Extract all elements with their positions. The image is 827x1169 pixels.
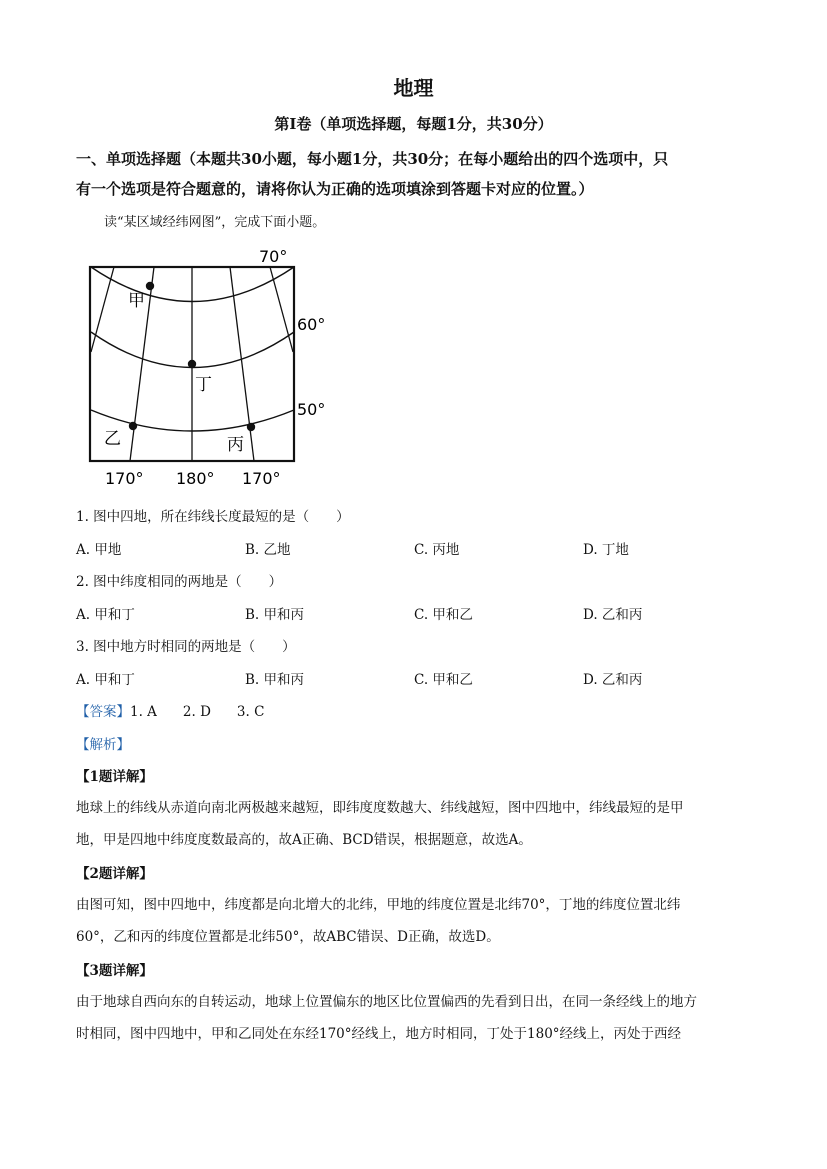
question-3: 3. 图中地方时相同的两地是（ ） (76, 639, 296, 655)
q1-option-c: C. 丙地 (414, 542, 460, 558)
q3-option-d: D. 乙和丙 (583, 672, 643, 688)
answer-3: 3. C (236, 704, 265, 720)
label-lat-60: 60° (297, 315, 326, 334)
label-yi: 乙 (104, 429, 121, 449)
q3-option-b: B. 甲和丙 (245, 672, 305, 688)
label-lon-180: 180° (176, 469, 215, 488)
answer-2: 2. D (182, 704, 211, 720)
q3-option-c: C. 甲和乙 (414, 672, 473, 688)
answer-1: 1. A (130, 704, 157, 720)
analysis-label: 【解析】 (76, 737, 130, 753)
question-2: 2. 图中纬度相同的两地是（ ） (76, 574, 283, 590)
q1-option-d: D. 丁地 (583, 542, 629, 558)
section-heading-line-2: 有一个选项是符合题意的，请将你认为正确的选项填涂到答题卡对应的位置。） (76, 180, 594, 198)
q2-option-b: B. 甲和丙 (245, 607, 305, 623)
figure-intro: 读“某区域经纬网图”，完成下面小题。 (104, 215, 326, 230)
detail-heading-1: 【1题详解】 (76, 769, 153, 785)
point-bing (247, 423, 255, 431)
detail-heading-2: 【2题详解】 (76, 866, 153, 882)
point-yi (129, 422, 137, 430)
label-lon-170-left: 170° (105, 469, 144, 488)
point-jia (146, 282, 154, 290)
point-ding (188, 360, 196, 368)
q2-option-a: A. 甲和丁 (76, 607, 135, 623)
page-title: 地理 (393, 76, 434, 100)
graticule-map (84, 240, 344, 490)
label-lon-170-right: 170° (242, 469, 281, 488)
q1-option-a: A. 甲地 (76, 542, 122, 558)
label-lat-70: 70° (259, 247, 288, 266)
q2-option-c: C. 甲和乙 (414, 607, 473, 623)
detail-paragraph-3: 由于地球自西向东的自转运动，地球上位置偏东的地区比位置偏西的先看到日出，在同一条经线上的地方 时相同，图中四地中，甲和乙同处在东经170°经线上，地方时相同，丁处于180°经线上，丙处于西经 (76, 994, 697, 1042)
q3-option-a: A. 甲和丁 (76, 672, 135, 688)
label-lat-50: 50° (297, 400, 326, 419)
meridian-170-east (230, 267, 254, 461)
answer-line (76, 700, 264, 720)
label-ding: 丁 (195, 375, 212, 395)
section-instructions (76, 144, 752, 204)
q1-option-b: B. 乙地 (245, 542, 291, 558)
section-heading-line-1: 一、单项选择题（本题共30小题，每小题1分，共30分；在每小题给出的四个选项中，只 (76, 150, 669, 168)
answer-label: 【答案】 (76, 704, 130, 720)
detail-paragraph-1: 地球上的纬线从赤道向南北两极越来越短，即纬度度数越大、纬线越短，图中四地中，纬线最短的是甲 地，甲是四地中纬度度数最高的，故A正确、BCD错误，根据题意，故选A。 (76, 800, 684, 848)
q2-option-d: D. 乙和丙 (583, 607, 643, 623)
detail-paragraph-2: 由图可知，图中四地中，纬度都是向北增大的北纬，甲地的纬度位置是北纬70°，丁地的纬度位置北纬 60°，乙和丙的纬度位置都是北纬50°，故ABC错误、D正确，故选D。 (76, 897, 681, 945)
meridian-outer-right (270, 267, 293, 352)
label-jia: 甲 (128, 291, 145, 311)
detail-heading-3: 【3题详解】 (76, 963, 153, 979)
label-bing: 丙 (227, 435, 244, 455)
part-heading: 第Ⅰ卷（单项选择题，每题1分，共30分） (274, 115, 553, 133)
question-1: 1. 图中四地，所在纬线长度最短的是（ ） (76, 509, 350, 525)
